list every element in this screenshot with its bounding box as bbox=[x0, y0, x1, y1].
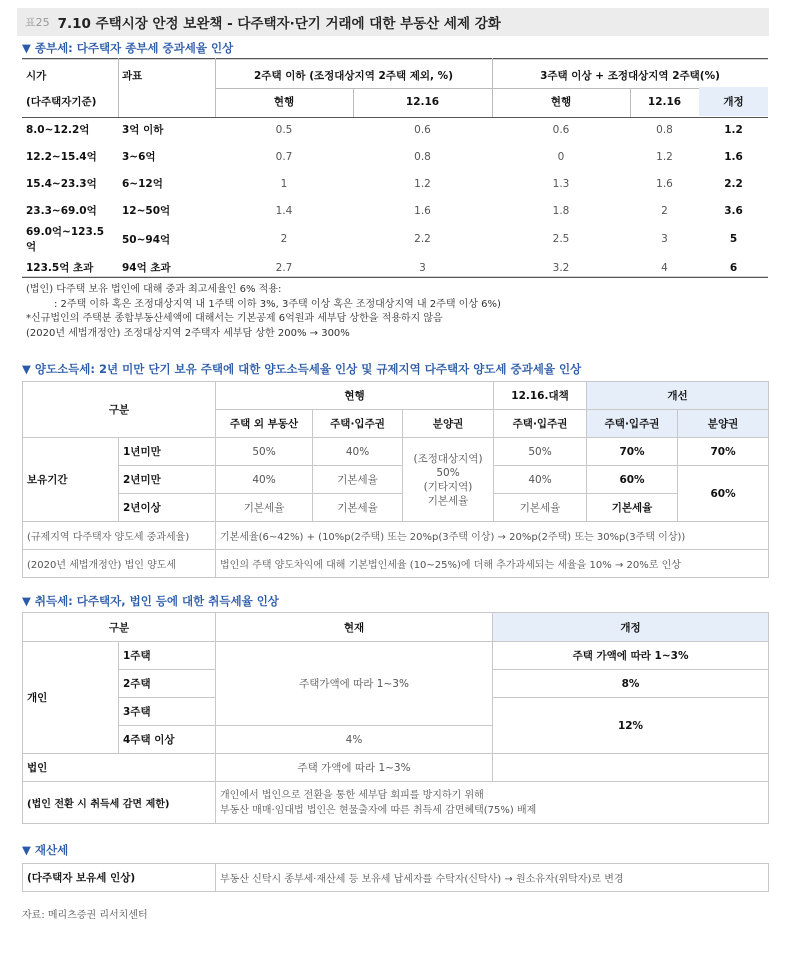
conversion-line: 부동산 매매·임대법 법인은 현물출자에 따른 취득세 감면혜택(75%) 배제 bbox=[220, 804, 537, 816]
table-row bbox=[22, 224, 768, 254]
note-line: (2020년 세법개정안) 조정대상지역 2주택자 세부담 상한 200% → 300% bbox=[26, 327, 350, 339]
cell-revised: 2.2 bbox=[724, 177, 743, 190]
cell: 50% bbox=[494, 438, 587, 466]
table-row bbox=[22, 116, 768, 143]
cell-current-4: 4% bbox=[216, 726, 493, 754]
note-line: (법인) 다주택 보유 법인에 대해 중과 최고세율인 6% 적용: bbox=[26, 284, 282, 295]
col-header-group1: 2주택 이하 (조정대상지역 2주택 제외, %) bbox=[254, 70, 453, 82]
cell: 1.6 bbox=[414, 204, 431, 217]
cell: 40% bbox=[216, 466, 313, 494]
col-header-presale-new: 분양권 bbox=[678, 410, 769, 438]
cell: 1.2 bbox=[414, 177, 431, 190]
row-label-1yr: 1년미만 bbox=[119, 438, 216, 466]
cell-revised-3-4: 12% bbox=[493, 698, 769, 754]
cell: 0.6 bbox=[414, 123, 431, 136]
figure-tag: 표25 bbox=[25, 16, 50, 29]
table-row bbox=[22, 170, 768, 197]
cell: 1 bbox=[280, 177, 288, 190]
cell: 0.5 bbox=[275, 123, 293, 136]
row-price: 69.0억~123.5억 bbox=[26, 226, 105, 253]
row-price: 23.3~69.0억 bbox=[26, 205, 97, 217]
cell-new: 70% bbox=[587, 438, 678, 466]
cell: 3 bbox=[661, 233, 668, 245]
cell-corp-revised bbox=[493, 754, 769, 782]
col-header-improved: 개선 bbox=[587, 382, 769, 410]
row-base: 50~94억 bbox=[122, 233, 171, 246]
col-header-housing: 주택·입주권 bbox=[313, 410, 403, 438]
row-price: 8.0~12.2억 bbox=[26, 124, 90, 136]
col-header-revised: 개정 bbox=[699, 87, 768, 116]
col-header-non-housing: 주택 외 부동산 bbox=[216, 410, 313, 438]
presale-line: 50% bbox=[436, 466, 460, 479]
cell-current-1-3: 주택가액에 따라 1~3% bbox=[216, 642, 493, 726]
cell-presale-merged bbox=[403, 438, 494, 522]
row-base: 3억 이하 bbox=[122, 124, 164, 136]
cell-holding-tax: 부동산 신탁시 종부세·재산세 등 보유세 납세자를 수탁자(신탁사) → 원소유자(위탁자)로 변경 bbox=[216, 864, 769, 892]
row-price: 12.2~15.4억 bbox=[26, 151, 97, 163]
col-header-1216-2: 12.16 bbox=[647, 95, 682, 108]
row-label-2yr: 2년미만 bbox=[119, 466, 216, 494]
cell: 1.2 bbox=[656, 150, 673, 163]
conversion-line: 개인에서 법인으로 전환을 통한 세부담 회피를 방지하기 위해 bbox=[220, 789, 484, 801]
col-header-housing-new: 주택·입주권 bbox=[587, 410, 678, 438]
col-header-current: 현행 bbox=[273, 96, 295, 108]
table-row bbox=[22, 197, 768, 224]
cell: 기본세율 bbox=[313, 494, 403, 522]
cell: 1.8 bbox=[552, 204, 570, 217]
cell-revised-2: 8% bbox=[493, 670, 769, 698]
row-label-4house: 4주택 이상 bbox=[119, 726, 216, 754]
cell: 2.5 bbox=[552, 233, 570, 245]
cell: 1.6 bbox=[656, 177, 673, 190]
cell: 0.7 bbox=[275, 150, 293, 163]
cell-revised: 1.2 bbox=[724, 123, 743, 136]
row-label-conversion: (법인 전환 시 취득세 감면 제한) bbox=[23, 782, 216, 824]
presale-line: 기본세율 bbox=[427, 494, 469, 507]
table-row bbox=[22, 254, 768, 281]
cell: 0 bbox=[557, 150, 565, 163]
cell-conversion bbox=[216, 782, 769, 824]
cell: 기본세율 bbox=[494, 494, 587, 522]
cell: 0.6 bbox=[552, 123, 570, 136]
source-note: 자료: 메리츠증권 리서치센터 bbox=[22, 910, 148, 921]
cell: 1.3 bbox=[552, 177, 570, 190]
col-header-current: 현행 bbox=[216, 382, 494, 410]
cell: 기본세율 bbox=[216, 494, 313, 522]
row-base: 94억 초과 bbox=[122, 262, 171, 274]
row-label-3house: 3주택 bbox=[119, 698, 216, 726]
row-header-person: 개인 bbox=[23, 642, 119, 754]
cell-revised: 3.6 bbox=[724, 204, 743, 217]
cell: 3 bbox=[419, 261, 426, 274]
cell-revised: 1.6 bbox=[724, 150, 743, 163]
col-header-category: 구분 bbox=[23, 613, 216, 642]
cell: 2.2 bbox=[414, 233, 431, 245]
cell: 40% bbox=[494, 466, 587, 494]
cell-new: 70% bbox=[678, 438, 769, 466]
col-header-housing-1216: 주택·입주권 bbox=[494, 410, 587, 438]
row-label-regulated: (규제지역 다주택자 양도세 중과세율) bbox=[23, 522, 216, 550]
presale-line: (조정대상지역) bbox=[413, 452, 483, 465]
title-bar bbox=[17, 8, 769, 36]
cell: 2 bbox=[661, 204, 668, 217]
section-heading-jongbuse: ▼ 종부세: 다주택자 종부세 중과세율 인상 bbox=[22, 41, 234, 55]
row-label-2house: 2주택 bbox=[119, 670, 216, 698]
cell: 4 bbox=[661, 261, 668, 274]
jongbuse-table bbox=[22, 64, 768, 281]
cell: 40% bbox=[313, 438, 403, 466]
presale-line: (기타지역) bbox=[423, 480, 473, 493]
col-header-1216: 12.16 bbox=[405, 95, 440, 108]
note-line: *신규법인의 주택분 종합부동산세액에 대해서는 기본공제 6억원과 세부담 상한을 적용하지 않음 bbox=[26, 313, 443, 324]
cell: 기본세율 bbox=[313, 466, 403, 494]
row-base: 3~6억 bbox=[122, 151, 156, 163]
col-header-price: 시가 bbox=[26, 70, 47, 82]
table-row bbox=[22, 143, 768, 170]
col-header-group2: 3주택 이상 + 조정대상지역 2주택(%) bbox=[540, 70, 720, 82]
cell: 3.2 bbox=[552, 261, 570, 274]
notes-jongbuse bbox=[26, 283, 501, 341]
section-heading-yangdo: ▼ 양도소득세: 2년 미만 단기 보유 주택에 대한 양도소득세율 인상 및 규제지역 다주택자 양도세 중과세율 인상 bbox=[22, 362, 582, 376]
row-value-regulated: 기본세율(6~42%) + (10%p(2주택) 또는 20%p(3주택 이상) → 20%p(2주택) 또는 30%p(3주택 이상)) bbox=[216, 522, 769, 550]
row-label-holding-tax: (다주택자 보유세 인상) bbox=[23, 864, 216, 892]
cell-revised: 5 bbox=[729, 233, 738, 245]
cell-revised-1: 주택 가액에 따라 1~3% bbox=[493, 642, 769, 670]
section-heading-jaesanse: ▼ 재산세 bbox=[22, 843, 69, 857]
row-base: 6~12억 bbox=[122, 178, 163, 190]
chwideuk-table bbox=[22, 612, 769, 824]
row-label-1house: 1주택 bbox=[119, 642, 216, 670]
row-label-corp: (2020년 세법개정안) 법인 양도세 bbox=[23, 550, 216, 578]
col-header-price-sub: (다주택자기준) bbox=[26, 96, 97, 108]
cell-revised: 6 bbox=[729, 261, 738, 274]
page-title: 7.10 주택시장 안정 보완책 - 다주택자·단기 거래에 대한 부동산 세제 강화 bbox=[57, 16, 501, 32]
row-price: 15.4~23.3억 bbox=[26, 178, 97, 190]
jaesanse-table bbox=[22, 863, 769, 892]
cell: 0.8 bbox=[656, 123, 673, 136]
yangdo-table bbox=[22, 381, 769, 578]
cell-new-merged: 60% bbox=[678, 466, 769, 522]
note-line: : 2주택 이하 혹은 조정대상지역 내 1주택 이하 3%, 3주택 이상 혹은 조정대상지역 내 2주택 이상 6%) bbox=[54, 298, 501, 310]
cell: 2 bbox=[280, 233, 288, 245]
row-label-corp: 법인 bbox=[23, 754, 216, 782]
row-label-2yr-plus: 2년이상 bbox=[119, 494, 216, 522]
cell: 50% bbox=[216, 438, 313, 466]
cell: 2.7 bbox=[275, 261, 293, 274]
row-value-corp: 법인의 주택 양도차익에 대해 기본법인세율 (10~25%)에 더해 추가과세되는 세율을 10% → 20%로 인상 bbox=[216, 550, 769, 578]
cell: 0.8 bbox=[414, 150, 431, 163]
col-header-presale: 분양권 bbox=[403, 410, 494, 438]
cell-new: 기본세율 bbox=[587, 494, 678, 522]
col-header-current: 현재 bbox=[216, 613, 493, 642]
section-heading-chwideuk: ▼ 취득세: 다주택자, 법인 등에 대한 취득세율 인상 bbox=[22, 594, 279, 608]
col-header-category: 구분 bbox=[23, 382, 216, 438]
cell-new: 60% bbox=[587, 466, 678, 494]
cell-corp-current: 주택 가액에 따라 1~3% bbox=[216, 754, 493, 782]
col-header-revised: 개정 bbox=[493, 613, 769, 642]
row-base: 12~50억 bbox=[122, 205, 171, 217]
row-price: 123.5억 초과 bbox=[26, 262, 94, 274]
col-header-current-2: 현행 bbox=[550, 96, 572, 108]
cell: 1.4 bbox=[275, 204, 293, 217]
col-header-1216: 12.16.대책 bbox=[494, 382, 587, 410]
col-header-base: 과표 bbox=[122, 70, 143, 82]
row-header-holding-period: 보유기간 bbox=[23, 438, 119, 522]
